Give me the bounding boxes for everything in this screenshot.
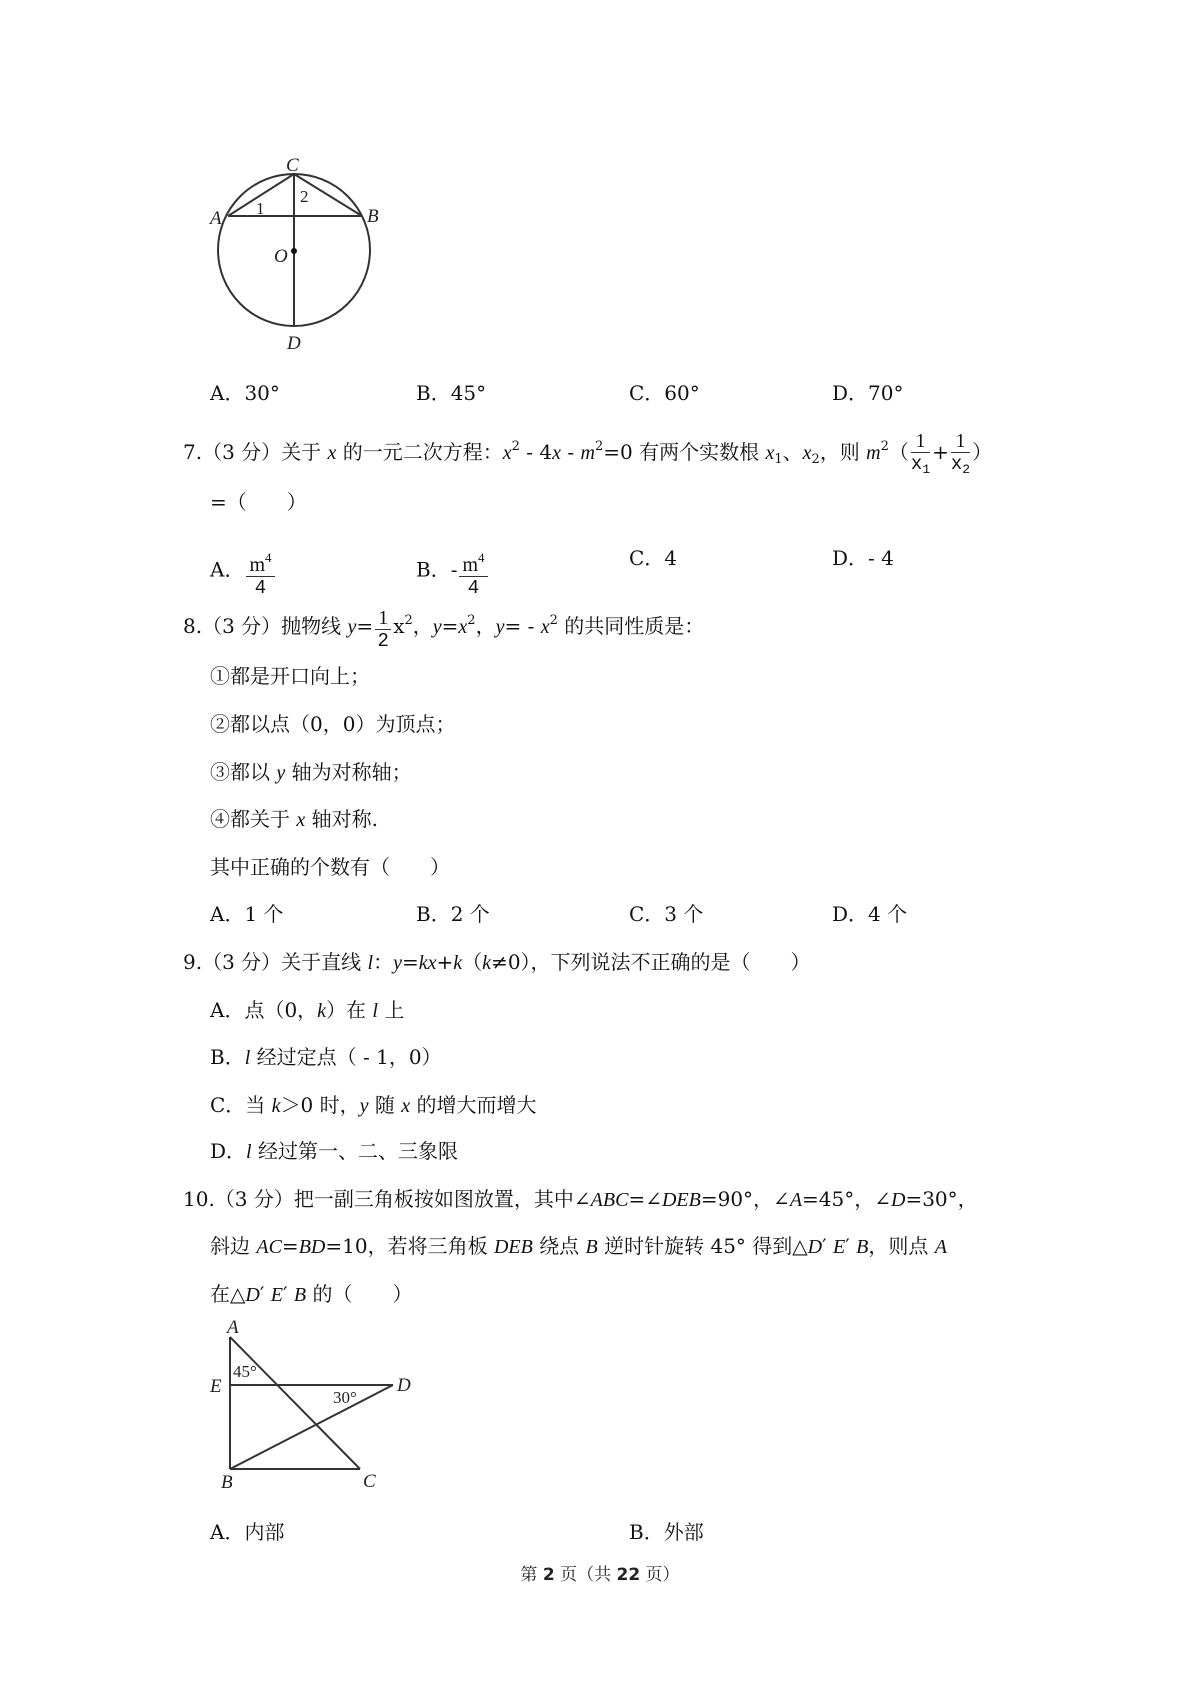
math-variable: k — [317, 1000, 327, 1022]
text-segment: 其中正确的个数有（ ） — [210, 855, 450, 879]
math-variable: y — [276, 762, 286, 784]
text-segment: C．4 — [629, 546, 678, 570]
text-segment: 7.（3 分）关于 — [183, 440, 328, 464]
text-segment: m — [249, 554, 266, 576]
label-e2: E — [210, 1376, 222, 1397]
text-segment: B． — [210, 1045, 245, 1069]
text-segment: ′ — [845, 1234, 857, 1258]
q9-stem — [183, 949, 811, 975]
text-segment: 4 — [254, 577, 267, 599]
math-variable: AC — [256, 1236, 282, 1258]
text-segment: x — [393, 614, 405, 638]
text-segment: ′ — [282, 1282, 294, 1306]
math-variable: k — [271, 1095, 281, 1117]
q9-option-a — [210, 997, 404, 1023]
text-segment: B．2 个 — [416, 902, 490, 926]
q6-option-c: C．60° — [629, 381, 700, 405]
q8-option-a — [210, 901, 284, 927]
text-segment: 8.（3 分）抛物线 — [183, 614, 348, 638]
math-variable: l — [244, 1047, 251, 1069]
q8-statement-3 — [210, 759, 412, 785]
text-segment: 10.（3 分）把一副三角板按如图放置，其中∠ — [183, 1187, 591, 1211]
text-segment: - — [561, 440, 581, 464]
q6-option-d: D．70° — [832, 381, 904, 405]
fraction-denominator — [951, 453, 970, 481]
text-segment: + — [436, 950, 454, 974]
math-variable: k — [453, 952, 463, 974]
text-segment: ③都以 — [210, 760, 277, 784]
superscript: 2 — [594, 439, 604, 454]
math-variable: x — [296, 809, 306, 831]
math-variable: y — [347, 616, 357, 638]
label-c: C — [286, 155, 299, 176]
q8-stem — [183, 605, 705, 652]
math-variable: l — [367, 952, 374, 974]
math-variable: ABC — [590, 1189, 629, 1211]
subscript: 1 — [774, 452, 783, 467]
q10-stem-3 — [210, 1281, 412, 1307]
text-segment: ②都以点（0，0）为顶点； — [210, 712, 456, 736]
text-segment: B．外部 — [629, 1520, 704, 1544]
math-variable: x — [540, 616, 550, 638]
text-segment: D．- 4 — [832, 546, 894, 570]
math-variable: x — [458, 616, 468, 638]
math-variable: kx — [418, 952, 437, 974]
text-segment: 上 — [377, 998, 405, 1022]
fraction-denominator — [375, 630, 391, 652]
q7-stem — [183, 428, 993, 477]
text-segment: （ — [462, 950, 483, 974]
math-variable: x — [327, 442, 337, 464]
text-segment: ） — [972, 440, 993, 464]
label-a: A — [210, 208, 222, 229]
text-segment: C．3 个 — [629, 902, 704, 926]
text-segment: A．点（0， — [210, 998, 318, 1022]
text-segment: ④都关于 — [210, 807, 297, 831]
math-variable: x — [802, 442, 812, 464]
label-b2: B — [221, 1472, 233, 1493]
label-b: B — [367, 206, 379, 227]
q9-option-c — [210, 1092, 537, 1118]
text-segment: ，则 — [819, 440, 867, 464]
page-footer — [0, 1560, 1200, 1585]
label-angle-45: 45° — [233, 1362, 257, 1381]
q8-statement-4 — [210, 806, 378, 832]
text-segment: 的共同性质是： — [557, 614, 705, 638]
text-segment: - — [450, 557, 458, 582]
text-segment: =∠ — [628, 1187, 662, 1211]
text-segment: =0 有两个实数根 — [603, 440, 766, 464]
math-variable: E — [833, 1236, 846, 1258]
math-variable: BD — [298, 1236, 326, 1258]
superscript: 2 — [880, 439, 889, 454]
fraction — [246, 547, 274, 599]
label-d: D — [287, 333, 301, 354]
label-angle-2: 2 — [300, 187, 309, 206]
math-variable: y — [432, 616, 442, 638]
q6-option-a: A．30° — [210, 381, 280, 405]
text-segment: 经过第一、二、三象限 — [251, 1139, 458, 1163]
q8-ask — [210, 854, 450, 880]
math-variable: B — [856, 1236, 869, 1258]
subscript: 2 — [962, 462, 971, 477]
math-variable: l — [372, 1000, 378, 1022]
triangle-figure — [230, 1337, 393, 1469]
fraction — [459, 547, 487, 599]
superscript: 2 — [467, 613, 476, 628]
text-segment: x — [910, 453, 923, 475]
q8-statement-1 — [210, 663, 370, 689]
text-segment: 4 — [467, 577, 480, 599]
text-segment: 的一元二次方程： — [336, 440, 503, 464]
math-variable: DEB — [493, 1236, 533, 1258]
text-segment: =90°，∠ — [700, 1187, 790, 1211]
subscript: 1 — [922, 462, 931, 477]
text-segment: 1 — [955, 430, 966, 452]
footer-total-pages: 22 — [616, 1565, 641, 1585]
text-segment: 1 — [915, 430, 926, 452]
text-segment: A．1 个 — [210, 902, 284, 926]
text-segment: ）在 — [326, 998, 373, 1022]
math-variable: E — [270, 1284, 283, 1306]
math-variable: A — [789, 1189, 803, 1211]
label-o: O — [274, 246, 288, 267]
q8-option-d — [832, 901, 907, 927]
math-variable: D — [891, 1189, 906, 1211]
superscript: 4 — [478, 550, 485, 565]
q6-option-b: B．45° — [416, 381, 487, 405]
fraction-numerator — [246, 547, 274, 577]
math-variable: B — [585, 1236, 598, 1258]
text-segment: 斜边 — [210, 1234, 257, 1258]
q10-stem-2 — [210, 1233, 947, 1259]
footer-suffix: 页） — [640, 1565, 680, 1585]
label-angle-1: 1 — [256, 199, 265, 218]
text-segment: ，则点 — [868, 1234, 935, 1258]
text-segment: 的（ ） — [306, 1282, 413, 1306]
text-segment: ≠0），下列说法不正确的是（ ） — [491, 950, 811, 974]
math-variable: A — [934, 1236, 947, 1258]
text-segment: 在△ — [210, 1282, 246, 1306]
q7-option-b — [416, 545, 490, 599]
text-segment: ： — [373, 950, 394, 974]
q7-option-d — [832, 545, 894, 571]
text-segment: 2 — [377, 630, 389, 652]
fraction-numerator — [911, 430, 930, 453]
text-segment: ＞0 时， — [280, 1093, 360, 1117]
math-variable: x — [552, 442, 562, 464]
text-segment: 轴为对称轴； — [285, 760, 412, 784]
q10-option-b — [629, 1519, 704, 1545]
text-segment: A．内部 — [210, 1520, 285, 1544]
text-segment: = — [356, 614, 374, 638]
text-segment: ′ — [822, 1234, 834, 1258]
text-segment: + — [932, 440, 949, 464]
label-angle-30: 30° — [333, 1388, 357, 1407]
superscript: 2 — [511, 439, 520, 454]
fraction-denominator — [459, 577, 487, 599]
text-segment: 逆时针旋转 45° 得到△ — [597, 1234, 808, 1258]
label-d2: D — [397, 1375, 411, 1396]
fraction — [911, 430, 930, 481]
superscript: 4 — [265, 550, 272, 565]
text-segment: 经过定点（ - 1，0） — [250, 1045, 442, 1069]
math-variable: D — [807, 1236, 823, 1258]
fraction-numerator — [951, 430, 970, 453]
math-variable: x — [401, 1095, 411, 1117]
q9-option-d — [210, 1138, 458, 1164]
math-variable: m — [580, 442, 595, 464]
label-a2: A — [227, 1317, 239, 1338]
q7-stem-end — [210, 489, 307, 515]
text-segment: ①都是开口向上； — [210, 664, 370, 688]
text-segment: ′ — [259, 1282, 271, 1306]
text-segment: = - — [504, 614, 541, 638]
center-point — [291, 248, 297, 254]
text-segment: - 4 — [519, 440, 553, 464]
text-segment: D． — [210, 1139, 247, 1163]
q10-stem-1 — [183, 1186, 978, 1212]
math-variable: x — [765, 442, 775, 464]
footer-page-number: 2 — [542, 1565, 555, 1585]
text-segment: 9.（3 分）关于直线 — [183, 950, 368, 974]
math-variable: y — [359, 1095, 369, 1117]
text-segment: x — [950, 453, 963, 475]
fraction-denominator — [911, 453, 930, 481]
text-segment: =30°， — [905, 1187, 978, 1211]
q9-option-b — [210, 1044, 442, 1070]
math-variable: D — [245, 1284, 260, 1306]
fraction — [375, 607, 391, 652]
subscript: 2 — [811, 452, 820, 467]
q8-option-c — [629, 901, 703, 927]
text-segment: 轴对称. — [305, 807, 378, 831]
math-variable: x — [502, 442, 512, 464]
text-segment: C．当 — [210, 1093, 272, 1117]
text-segment: A． — [210, 557, 245, 582]
superscript: 2 — [549, 613, 558, 628]
text-segment: = — [401, 950, 419, 974]
text-segment: 的增大而增大 — [410, 1093, 537, 1117]
text-segment: ， — [475, 614, 496, 638]
fraction-denominator — [246, 577, 274, 599]
text-segment: m — [462, 554, 479, 576]
text-segment: 、 — [782, 440, 803, 464]
text-segment: = — [281, 1234, 299, 1258]
text-segment: ， — [412, 614, 433, 638]
math-variable: B — [293, 1284, 307, 1306]
fraction-numerator — [375, 607, 391, 630]
text-segment: 绕点 — [532, 1234, 586, 1258]
math-variable: DEB — [661, 1189, 701, 1211]
q10-option-a — [210, 1519, 284, 1545]
text-segment: 随 — [368, 1093, 402, 1117]
text-segment: =（ ） — [210, 490, 307, 514]
text-segment: （ — [888, 440, 909, 464]
footer-prefix: 第 — [520, 1565, 543, 1585]
footer-middle: 页（共 — [554, 1565, 617, 1585]
math-variable: y — [393, 952, 402, 974]
superscript: 2 — [404, 613, 413, 628]
text-segment: =45°，∠ — [802, 1187, 891, 1211]
q7-option-a — [210, 545, 277, 599]
q8-option-b — [416, 901, 490, 927]
q7-option-c — [629, 545, 677, 571]
math-variable: m — [866, 442, 881, 464]
text-segment: 1 — [378, 607, 389, 629]
math-variable: y — [495, 616, 505, 638]
text-segment: B． — [416, 557, 451, 582]
math-variable: k — [482, 952, 492, 974]
label-c2: C — [363, 1471, 376, 1492]
math-variable: l — [246, 1141, 252, 1163]
text-segment: D．4 个 — [832, 902, 908, 926]
q8-statement-2 — [210, 711, 455, 737]
text-segment: =10，若将三角板 — [325, 1234, 494, 1258]
text-segment: = — [441, 614, 459, 638]
fraction — [951, 430, 970, 481]
fraction-numerator — [459, 547, 487, 577]
